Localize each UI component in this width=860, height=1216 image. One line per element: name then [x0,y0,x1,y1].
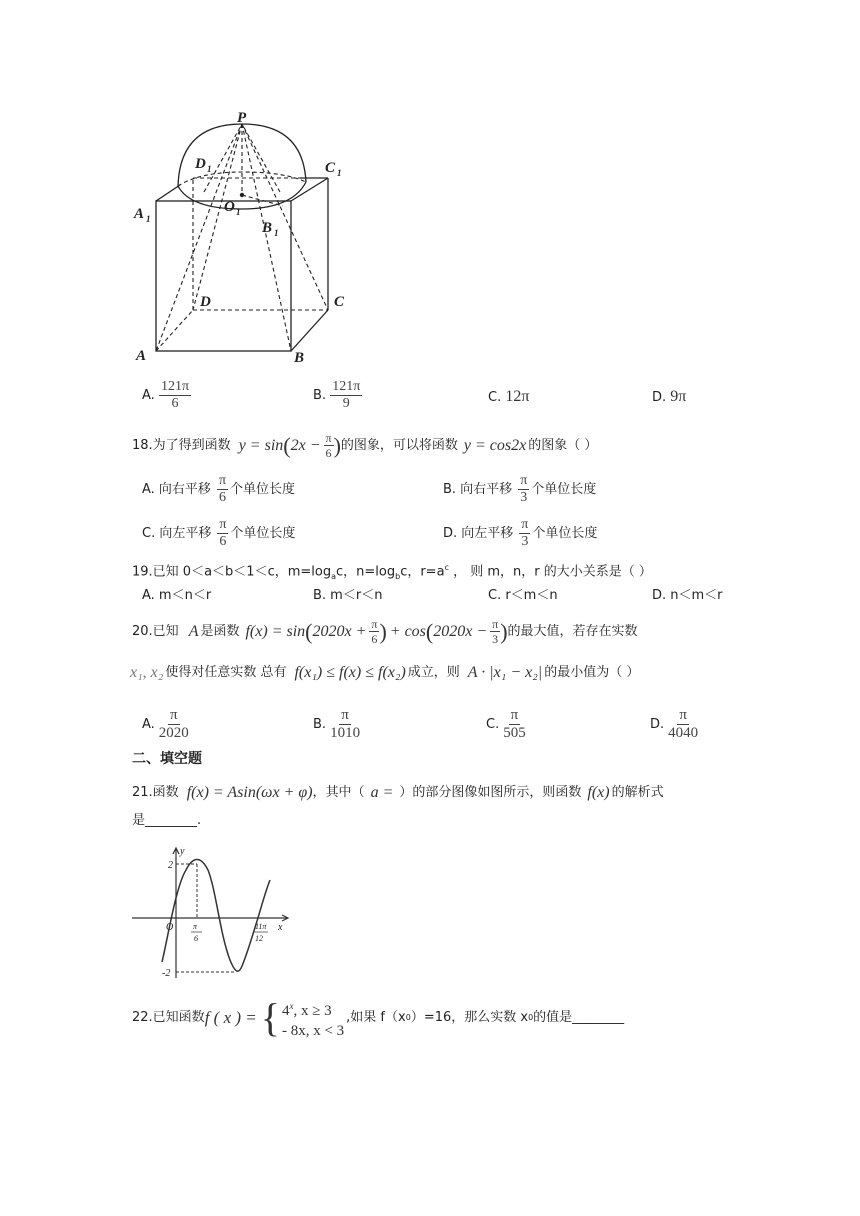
svg-text:1: 1 [236,207,241,217]
q20-option-d: D. $\frac{\pi}{4040}$ [650,707,699,741]
cube-hemisphere-figure [120,110,370,370]
q17-option-d: D. 9π [652,388,687,405]
q19-option-c: C. r＜m＜n [488,588,558,603]
label-D1: D [195,156,206,172]
svg-text:1: 1 [146,214,151,224]
q18-option-c: C. 向左平移 $\frac{\pi}{6}$ 个单位长度 [142,517,296,549]
sine-curve [162,859,270,971]
label-B1: B [262,220,273,236]
q17-option-a: A. $\frac{121\pi}{6}$ [142,379,190,411]
label-C1: C [325,160,336,176]
q21-stem: 21.函数 f(x) = Asin(ωx + φ) ，其中（ a = ）的部分图像如图所示，则函数 f(x) 的解析式 [132,784,664,801]
q20-option-b: B. $\frac{\pi}{1010}$ [313,707,361,741]
graph-two: 2 [168,860,173,871]
q19-option-d: D. n＜m＜r [652,588,723,603]
q19-option-b: B. m＜r＜n [313,588,383,603]
section-heading: 二、填空题 [132,751,202,767]
q21-line2: 是________. [132,813,202,828]
q17-option-b: B. $\frac{121\pi}{9}$ [313,379,361,411]
q20-line2: x₁, x₂ 使得对任意实数 总有 f(x₁) ≤ f(x) ≤ f(x₂) 成立，则 A · |x₁ − x₂| 的最小值为（ ） [130,664,640,681]
label-B: B [294,350,305,366]
graph-tick1-num: π [193,922,198,931]
svg-text:1: 1 [274,228,279,238]
q20-line1: 20.已知 A 是函数 f(x) = sin ( 2020x + $\frac{\pi}{6}$ ) + cos ( 2020x − $\frac{\pi}{3}$ ) 的最大值，若存在实数 [132,617,638,646]
label-A: A [136,348,147,364]
graph-tick1-den: 6 [194,934,198,943]
label-P: P [237,110,247,126]
svg-text:1: 1 [207,164,212,174]
graph-neg-two: -2 [162,968,171,979]
q20-option-c: C. $\frac{\pi}{505}$ [486,707,526,741]
q22-stem: 22.已知函数 f ( x ) = { 4$^x$, x ≥ 3 - 8x, x < 3 ,如果 f（x 0 ）=16，那么实数 x 0 的值是________ [132,995,625,1040]
q18-option-d: D. 向左平移 $\frac{\pi}{3}$ 个单位长度 [443,517,598,549]
q18-option-b: B. 向右平移 $\frac{\pi}{3}$ 个单位长度 [443,473,597,505]
graph-x-label: x [278,922,283,933]
q22-case1: 4$^x$, x ≥ 3 [281,1000,332,1019]
q18-stem: 18.为了得到函数 y = sin ( 2x − $\frac{\pi}{6}$ ) 的图象，可以将函数 y = cos2x 的图象（ ） [132,431,598,460]
q19-option-a: A. m＜n＜r [142,588,212,603]
svg-text:1: 1 [337,168,342,178]
q19-stem: 19.已知 0＜a＜b＜1＜c，$m=\log_ac$，$n=\log_bc$，$r=a^c$ ， 则 m，n，r 的大小关系是（ ） [132,563,652,581]
label-O1: O [224,199,235,215]
graph-origin: O [166,922,174,933]
graph-tick2-num: 11π [255,922,267,931]
graph-tick2-den: 12 [255,934,263,943]
graph-y-label: y [180,846,185,857]
label-C: C [334,294,345,310]
q17-option-c: C. 12π [488,388,530,405]
q21-sine-graph [128,842,293,987]
label-A1: A [134,206,145,222]
q20-option-a: A. $\frac{\pi}{2020}$ [142,707,189,741]
q18-option-a: A. 向右平移 $\frac{\pi}{6}$ 个单位长度 [142,473,296,505]
label-D: D [200,294,211,310]
q22-case2: - 8x, x < 3 [281,1022,345,1039]
